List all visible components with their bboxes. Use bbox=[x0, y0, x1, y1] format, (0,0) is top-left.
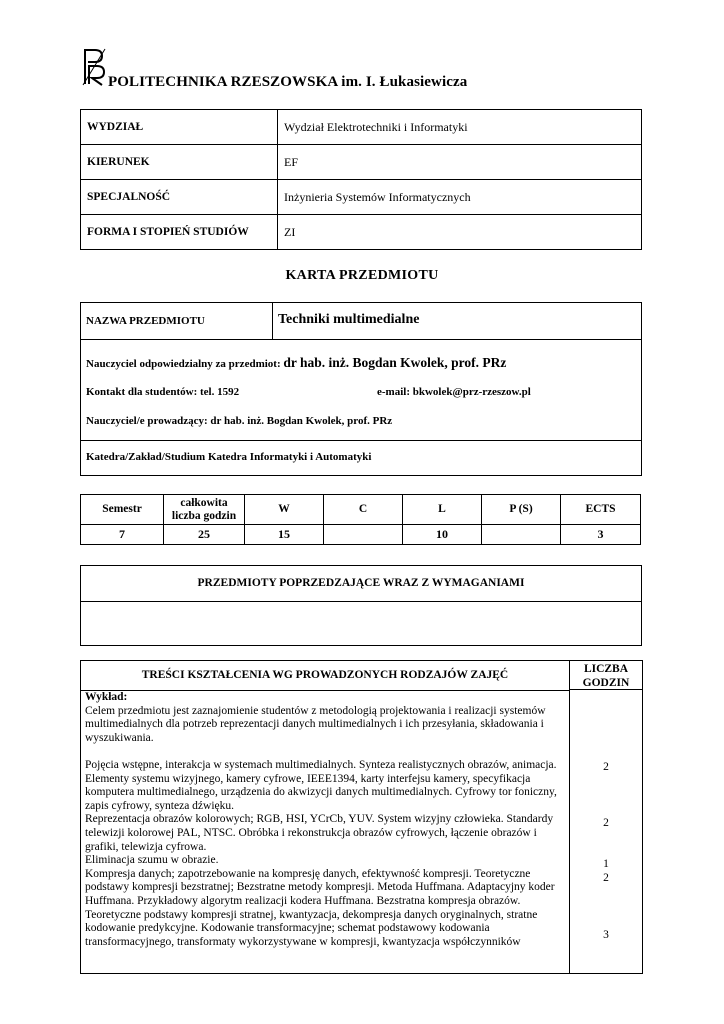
table-row bbox=[81, 180, 642, 215]
teacher-line bbox=[86, 355, 506, 371]
contact-email: e-mail: bkwolek@prz-rzeszow.pl bbox=[377, 386, 531, 398]
field-label: KIERUNEK bbox=[81, 145, 278, 180]
teacher-label: Nauczyciel odpowiedzialny za przedmiot: bbox=[86, 358, 281, 370]
table-cell bbox=[324, 525, 403, 545]
table-row bbox=[81, 215, 642, 250]
prerequisites-title: PRZEDMIOTY POPRZEDZAJĄCE WRAZ Z WYMAGANIAMI bbox=[81, 566, 641, 602]
table-cell bbox=[482, 525, 561, 545]
hours-header bbox=[570, 661, 642, 690]
hours-value: 2 bbox=[603, 817, 609, 829]
specialization-label: SPECJALNOŚĆ bbox=[81, 180, 278, 215]
subject-name-label: NAZWA PRZEDMIOTU bbox=[86, 315, 205, 327]
content-text bbox=[85, 691, 567, 949]
table-cell: 15 bbox=[245, 525, 324, 545]
department-line: Katedra/Zakład/Studium Katedra Informatyki i Automatyki bbox=[86, 451, 372, 463]
page-title: KARTA PRZEDMIOTU bbox=[285, 268, 439, 283]
hours-value: 1 bbox=[603, 858, 609, 870]
subject-name-value: Techniki multimedialne bbox=[278, 312, 420, 327]
specialization-value: Inżynieria Systemów Informatycznych bbox=[278, 180, 642, 215]
content-paragraph: Celem przedmiotu jest zaznajomienie studentów z metodologią projektowania i realizacji systemów multimedialnych dla potrzeb reprezentacji danych multimedialnych i ich przesyłania, składowania i wyszukiwania. bbox=[85, 704, 546, 744]
content-title: TREŚCI KSZTAŁCENIA WG PROWADZONYCH RODZAJÓW ZAJĘĆ bbox=[81, 661, 570, 691]
column-header: ECTS bbox=[561, 495, 641, 525]
column-header: P (S) bbox=[482, 495, 561, 525]
column-header-line: liczba godzin bbox=[171, 509, 237, 522]
column-header-line: całkowita bbox=[180, 496, 228, 509]
study-form-value: ZI bbox=[278, 215, 642, 250]
hours-value: 3 bbox=[603, 929, 609, 941]
hours-table bbox=[80, 494, 641, 545]
faculty-info-table bbox=[80, 109, 642, 250]
university-title: POLITECHNIKA RZESZOWSKA im. I. Łukasiewicza bbox=[108, 74, 468, 90]
table-cell: 10 bbox=[403, 525, 482, 545]
table-row bbox=[81, 525, 641, 545]
teacher-value: dr hab. inż. Bogdan Kwolek, prof. PRz bbox=[283, 355, 507, 370]
divider bbox=[272, 303, 273, 339]
study-form-label: FORMA I STOPIEŃ STUDIÓW bbox=[81, 215, 278, 250]
lecturers-line: Nauczyciel/e prowadzący: dr hab. inż. Bogdan Kwolek, prof. PRz bbox=[86, 415, 393, 427]
subject-name-row bbox=[81, 303, 641, 340]
prerequisites-block bbox=[80, 565, 642, 646]
table-cell: 25 bbox=[164, 525, 245, 545]
table-row bbox=[81, 145, 642, 180]
content-paragraph: Reprezentacja obrazów kolorowych; RGB, HSI, YCrCb, YUV. System wizyjny człowieka. Standardy telewizji kolorowej PAL, NTSC. Obróbka i rekonstrukcja obrazów cyfrowych, łączenie obrazów i grafiki, telewizja cyfrowa. bbox=[85, 813, 554, 853]
course-content-block bbox=[80, 660, 643, 974]
section-heading: Wykład: bbox=[85, 691, 128, 703]
column-header: C bbox=[324, 495, 403, 525]
content-paragraph: Eliminacja szumu w obrazie. bbox=[85, 854, 219, 867]
field-value: EF bbox=[278, 145, 642, 180]
table-cell: 7 bbox=[81, 525, 164, 545]
faculty-label: WYDZIAŁ bbox=[81, 110, 278, 145]
content-paragraph: Pojęcia wstępne, interakcja w systemach multimedialnych. Synteza realistycznych obrazów, animacja. Elementy systemu wizyjnego, kamery cyfrowe, IEEE1394, karty interfejsu kamery, specyfikacja komputera multimedialnego, urządzenia do akwizycji danych multimedialnych. Cyfrowy tor foniczny, zapis cyfrowy, synteza dźwięku. bbox=[85, 758, 557, 812]
table-row bbox=[81, 110, 642, 145]
hours-header-line: GODZIN bbox=[582, 677, 630, 689]
column-header: Semestr bbox=[81, 495, 164, 525]
teacher-contact-section bbox=[81, 340, 641, 441]
content-paragraph: Kompresja danych; zapotrzebowanie na kompresję danych, efektywność kompresji. Teoretyczne podstawy kompresji bezstratnej; Bezstratne metody kompresji. Metoda Huffmana. Adaptacyjny koder Huffmana. Przykładowy algorytm realizacji kodera Huffmana. Bezstratna kompresja obrazów. bbox=[85, 867, 555, 907]
table-cell: 3 bbox=[561, 525, 641, 545]
subject-info-block bbox=[80, 302, 642, 476]
column-header: W bbox=[245, 495, 324, 525]
hours-header-line: LICZBA bbox=[583, 663, 629, 675]
contact-phone: Kontakt dla studentów: tel. 1592 bbox=[86, 386, 240, 398]
faculty-value: Wydział Elektrotechniki i Informatyki bbox=[278, 110, 642, 145]
hours-value: 2 bbox=[603, 761, 609, 773]
column-header: L bbox=[403, 495, 482, 525]
table-header-row bbox=[81, 495, 641, 525]
content-paragraph: Teoretyczne podstawy kompresji stratnej, kwantyzacja, dekompresja danych oryginalnych, stratne kodowanie predykcyjne. Kodowanie transformacyjne; schemat podstawowy kodowania transformacyjnego, transformaty wykorzystywane w kompresji, kwantyzacja współczynników bbox=[85, 908, 538, 948]
column-header bbox=[164, 495, 245, 525]
hours-value: 2 bbox=[603, 872, 609, 884]
pr-logo-icon bbox=[82, 48, 106, 86]
